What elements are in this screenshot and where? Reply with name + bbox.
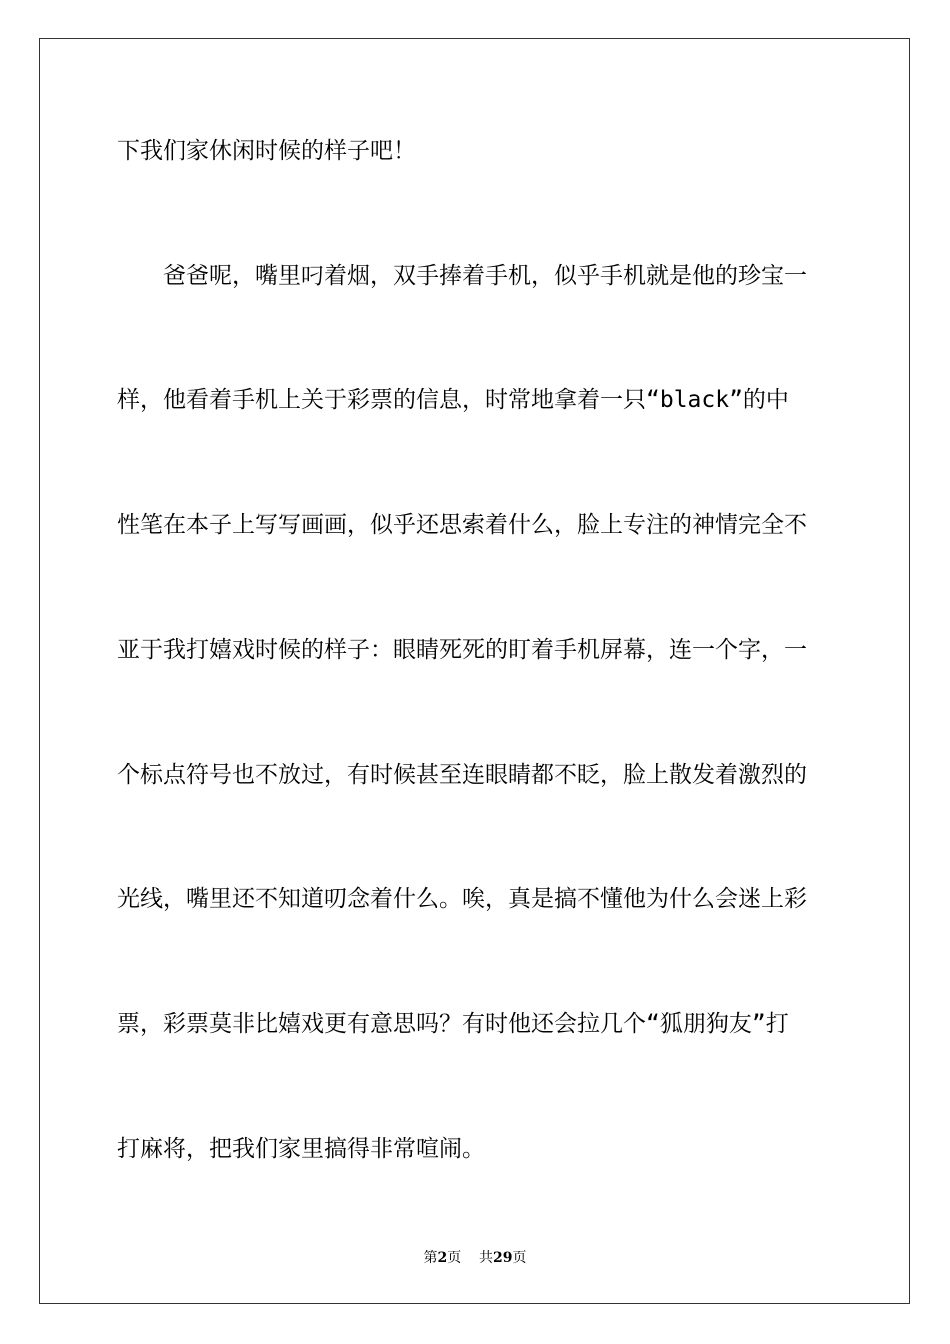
total-suffix: 页	[512, 1250, 527, 1266]
total-pages: 29	[493, 1250, 513, 1266]
total-prefix: 共	[479, 1250, 494, 1266]
text-line-8: 票，彩票莫非比嬉戏更有意思吗？有时他还会拉几个“狐朋狗友”打	[117, 1011, 789, 1037]
page-border	[39, 38, 910, 1304]
text-line-1: 下我们家休闲时候的样子吧！	[117, 138, 416, 164]
text-line-2: 爸爸呢，嘴里叼着烟，双手捧着手机，似乎手机就是他的珍宝一	[163, 263, 807, 289]
page-prefix: 第	[423, 1250, 438, 1266]
text-line-6: 个标点符号也不放过，有时候甚至连眼睛都不眨，脸上散发着激烈的	[117, 762, 807, 788]
text-line-9: 打麻将，把我们家里搞得非常喧闹。	[117, 1136, 485, 1162]
page-number: 2	[437, 1250, 448, 1266]
page-suffix: 页	[447, 1250, 462, 1266]
page-footer	[0, 1247, 950, 1267]
text-line-7: 光线，嘴里还不知道叨念着什么。唉，真是搞不懂他为什么会迷上彩	[117, 886, 807, 912]
text-line-4: 性笔在本子上写写画画，似乎还思索着什么，脸上专注的神情完全不	[117, 512, 807, 538]
text-line-5: 亚于我打嬉戏时候的样子：眼睛死死的盯着手机屏幕，连一个字，一	[117, 637, 807, 663]
text-line-3: 样，他看着手机上关于彩票的信息，时常地拿着一只“black”的中	[117, 387, 789, 413]
